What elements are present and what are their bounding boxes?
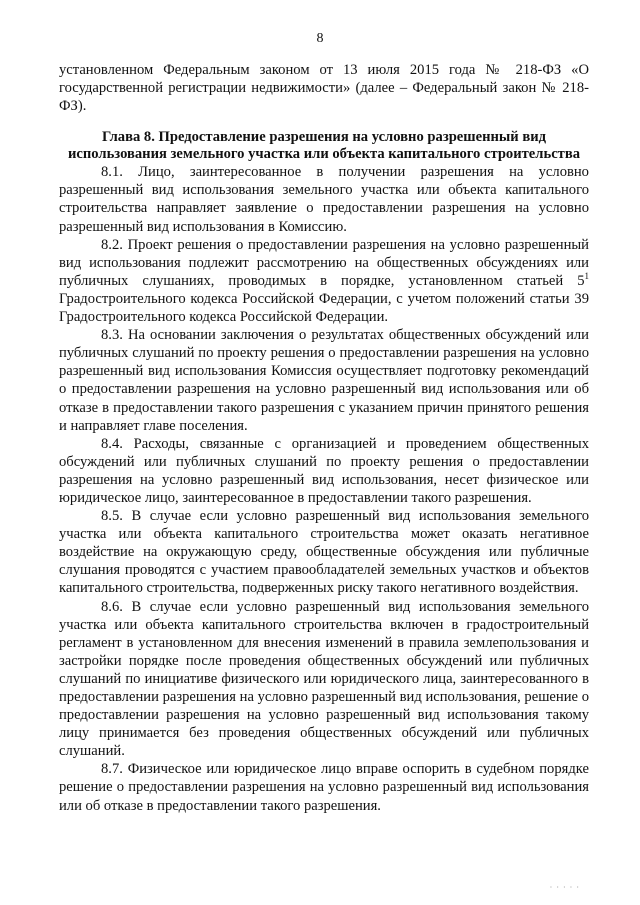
paragraph-8-6 (59, 598, 589, 761)
item-text-continued: Градостроительного кодекса Российской Федерации, с учетом положений статьи 39 Градостроительного кодекса Российской Федерации. (59, 290, 589, 326)
paragraph-8-7 (59, 760, 589, 814)
scan-artifact: · · · · · (549, 882, 580, 892)
intro-paragraph: установленном Федеральным законом от 13 июля 2015 года № 218-ФЗ «О государственной регистрации недвижимости» (далее – Федеральный закон № 218-ФЗ). (59, 62, 589, 115)
item-text: Лицо, заинтересованное в получении разрешения на условно разрешенный вид использования земельного участка или объекта капитального строительства направляет заявление о предоставлении разрешения на условно разрешенный вид использования в Комиссию. (59, 164, 589, 235)
paragraph-8-2 (59, 236, 589, 326)
chapter-title: Глава 8. Предоставление разрешения на условно разрешенный вид использования земельного участка или объекта капитального строительства (67, 129, 581, 163)
item-number: 8.5. (101, 508, 123, 525)
superscript: 1 (584, 270, 589, 281)
item-number: 8.3. (101, 327, 123, 344)
item-text: Проект решения о предоставлении разрешения на условно разрешенный вид использования подлежит рассмотрению на общественных обсуждениях или публичных слушаниях, проводимых в порядке, установленном статьей 5 (59, 236, 589, 289)
item-number: 8.6. (101, 598, 123, 615)
item-number: 8.1. (101, 164, 123, 181)
item-number: 8.2. (101, 236, 123, 253)
paragraph-8-1 (59, 163, 589, 235)
item-text: В случае если условно разрешенный вид использования земельного участка или объекта капитального строительства может оказать негативное воздействие на окружающую среду, общественные обсуждения или публичные слушания проводятся с участием правообладателей земельных участков и объектов капитального строительства, подверженных риску такого негативного воздействия. (59, 508, 589, 597)
paragraph-8-3 (59, 326, 589, 435)
document-body (59, 61, 589, 815)
paragraph-8-4 (59, 435, 589, 507)
item-number: 8.4. (101, 435, 123, 452)
item-text: Расходы, связанные с организацией и проведением общественных обсуждений или публичных слушаний по проекту решения о предоставлении разрешения на условно разрешенный вид использования, несет физическое или юридическое лицо, заинтересованное в предоставлении такого разрешения. (59, 435, 589, 506)
item-text: Физическое или юридическое лицо вправе оспорить в судебном порядке решение о предоставлении разрешения на условно разрешенный вид использования или об отказе в предоставлении такого разрешения. (59, 761, 589, 814)
item-text: В случае если условно разрешенный вид использования земельного участка или объекта капитального строительства включен в градостроительный регламент в установленном для внесения изменений в правила землепользования и застройки порядке после проведения общественных обсуждений или публичных слушаний по инициативе физического или юридического лица, заинтересованного в предоставлении разрешения на условно разрешенный вид использования, решение о предоставлении разрешения на условно разрешенный вид использования такому лицу принимается без проведения общественных обсуждений или публичных слушаний. (59, 598, 589, 760)
item-number: 8.7. (101, 761, 123, 778)
paragraph-8-5 (59, 507, 589, 597)
page-number: 8 (316, 31, 324, 46)
item-text: На основании заключения о результатах общественных обсуждений или публичных слушаний по проекту решения о предоставлении разрешения на условно разрешенный вид использования Комиссия осуществляет подготовку рекомендаций о предоставлении разрешения на условно разрешенный вид использования или об отказе в предоставлении такого разрешения с указанием причин принятого решения и направляет главе поселения. (59, 327, 589, 434)
